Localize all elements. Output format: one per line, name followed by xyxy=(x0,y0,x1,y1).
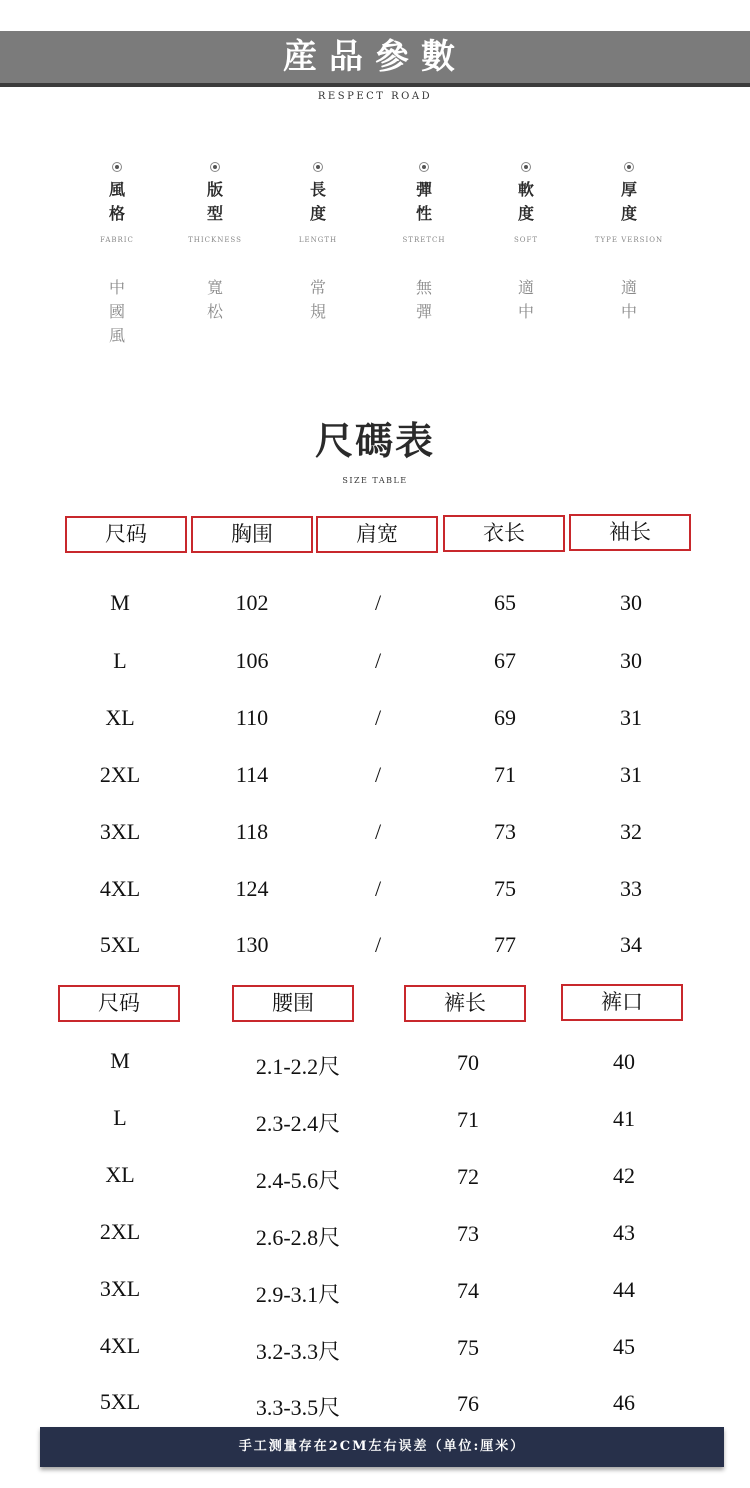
header-shoulder: 肩宽 xyxy=(316,516,438,553)
cell-length: 67 xyxy=(494,648,516,673)
header-pant-length: 裤长 xyxy=(404,985,526,1022)
param-name: 風 格 xyxy=(108,180,125,223)
cell-chest: 124 xyxy=(235,876,269,901)
circle-dot-icon xyxy=(624,162,634,172)
cell-sleeve: 34 xyxy=(620,932,642,957)
param-stretch xyxy=(369,162,479,324)
header-size: 尺码 xyxy=(58,985,180,1022)
param-name: 彈 性 xyxy=(415,180,432,223)
param-en: THICKNESS xyxy=(188,236,242,244)
cell-hem: 44 xyxy=(613,1277,635,1302)
cell-length: 65 xyxy=(494,590,516,615)
cell-hem: 45 xyxy=(613,1334,635,1359)
cell-size: 2XL xyxy=(99,1219,141,1244)
page-title: 産品參數 xyxy=(283,37,467,77)
cell-size: 5XL xyxy=(99,1389,141,1414)
cell-pant-length: 71 xyxy=(457,1107,479,1132)
param-value: 中 國 風 xyxy=(108,278,125,345)
page-subtitle: RESPECT ROAD xyxy=(317,91,433,102)
cell-size: 3XL xyxy=(99,819,141,844)
cell-chest: 106 xyxy=(235,648,269,673)
cell-length: 75 xyxy=(494,876,516,901)
param-fit xyxy=(160,162,270,324)
cell-sleeve: 33 xyxy=(620,876,642,901)
param-value: 無 彈 xyxy=(415,278,432,321)
param-name: 長 度 xyxy=(309,180,326,223)
cell-size: XL xyxy=(105,705,135,730)
cell-pant-length: 73 xyxy=(457,1221,479,1246)
cell-pant-length: 70 xyxy=(457,1050,479,1075)
header-sleeve: 袖长 xyxy=(569,514,691,551)
cell-sleeve: 31 xyxy=(620,762,642,787)
cell-pant-length: 75 xyxy=(457,1335,479,1360)
cell-hem: 40 xyxy=(613,1049,635,1074)
cell-pant-length: 76 xyxy=(457,1391,479,1416)
cell-waist: 2.4-5.6尺 xyxy=(255,1168,341,1193)
param-style xyxy=(62,162,172,348)
param-en: STRETCH xyxy=(402,236,446,244)
cell-length: 73 xyxy=(494,819,516,844)
cell-shoulder: / xyxy=(374,762,382,787)
cell-pant-length: 74 xyxy=(457,1278,479,1303)
cell-hem: 41 xyxy=(613,1106,635,1131)
cell-sleeve: 31 xyxy=(620,705,642,730)
cell-length: 77 xyxy=(494,932,516,957)
param-en: FABRIC xyxy=(100,236,134,244)
cell-hem: 43 xyxy=(613,1220,635,1245)
cell-chest: 130 xyxy=(235,932,269,957)
cell-size: 4XL xyxy=(99,876,141,901)
size-table-subtitle: SIZE TABLE xyxy=(342,476,408,485)
cell-waist: 3.3-3.5尺 xyxy=(255,1395,341,1420)
size-table-title: 尺碼表 xyxy=(314,418,435,463)
header-chest: 胸围 xyxy=(191,516,313,553)
cell-waist: 2.1-2.2尺 xyxy=(255,1054,341,1079)
circle-dot-icon xyxy=(419,162,429,172)
cell-chest: 102 xyxy=(235,590,269,615)
cell-size: L xyxy=(113,648,127,673)
param-en: TYPE VERSION xyxy=(594,236,664,244)
footer-note: 手工测量存在2CM左右误差（单位:厘米） xyxy=(238,1439,526,1454)
param-name: 軟 度 xyxy=(517,180,534,223)
cell-size: M xyxy=(110,1048,130,1073)
param-en: LENGTH xyxy=(298,236,338,244)
cell-size: 4XL xyxy=(99,1333,141,1358)
cell-pant-length: 72 xyxy=(457,1164,479,1189)
cell-size: XL xyxy=(105,1162,135,1187)
cell-size: L xyxy=(113,1105,127,1130)
circle-dot-icon xyxy=(521,162,531,172)
cell-shoulder: / xyxy=(374,648,382,673)
circle-dot-icon xyxy=(313,162,323,172)
cell-waist: 2.3-2.4尺 xyxy=(255,1111,341,1136)
cell-size: 3XL xyxy=(99,1276,141,1301)
param-value: 寬 松 xyxy=(206,278,223,321)
param-value: 適 中 xyxy=(517,278,534,321)
param-en: SOFT xyxy=(513,236,539,244)
cell-hem: 46 xyxy=(613,1390,635,1415)
param-thickness xyxy=(574,162,684,324)
param-name: 版 型 xyxy=(206,180,223,223)
cell-size: 5XL xyxy=(99,932,141,957)
cell-waist: 3.2-3.3尺 xyxy=(255,1339,341,1364)
header-length: 衣长 xyxy=(443,515,565,552)
param-value: 常 規 xyxy=(309,278,326,321)
cell-shoulder: / xyxy=(374,819,382,844)
param-value: 適 中 xyxy=(620,278,637,321)
param-softness xyxy=(471,162,581,324)
param-name: 厚 度 xyxy=(620,180,637,223)
cell-hem: 42 xyxy=(613,1163,635,1188)
cell-chest: 110 xyxy=(235,705,269,730)
cell-size: M xyxy=(110,590,130,615)
cell-chest: 114 xyxy=(235,762,269,787)
cell-shoulder: / xyxy=(374,876,382,901)
cell-waist: 2.9-3.1尺 xyxy=(255,1282,341,1307)
circle-dot-icon xyxy=(210,162,220,172)
cell-size: 2XL xyxy=(99,762,141,787)
cell-sleeve: 30 xyxy=(620,648,642,673)
cell-shoulder: / xyxy=(374,932,382,957)
cell-sleeve: 32 xyxy=(620,819,642,844)
cell-waist: 2.6-2.8尺 xyxy=(255,1225,341,1250)
cell-shoulder: / xyxy=(374,590,382,615)
cell-sleeve: 30 xyxy=(620,590,642,615)
circle-dot-icon xyxy=(112,162,122,172)
cell-length: 71 xyxy=(494,762,516,787)
cell-length: 69 xyxy=(494,705,516,730)
cell-shoulder: / xyxy=(374,705,382,730)
header-hem: 裤口 xyxy=(561,984,683,1021)
cell-chest: 118 xyxy=(235,819,269,844)
param-length xyxy=(263,162,373,324)
header-waist: 腰围 xyxy=(232,985,354,1022)
header-size: 尺码 xyxy=(65,516,187,553)
